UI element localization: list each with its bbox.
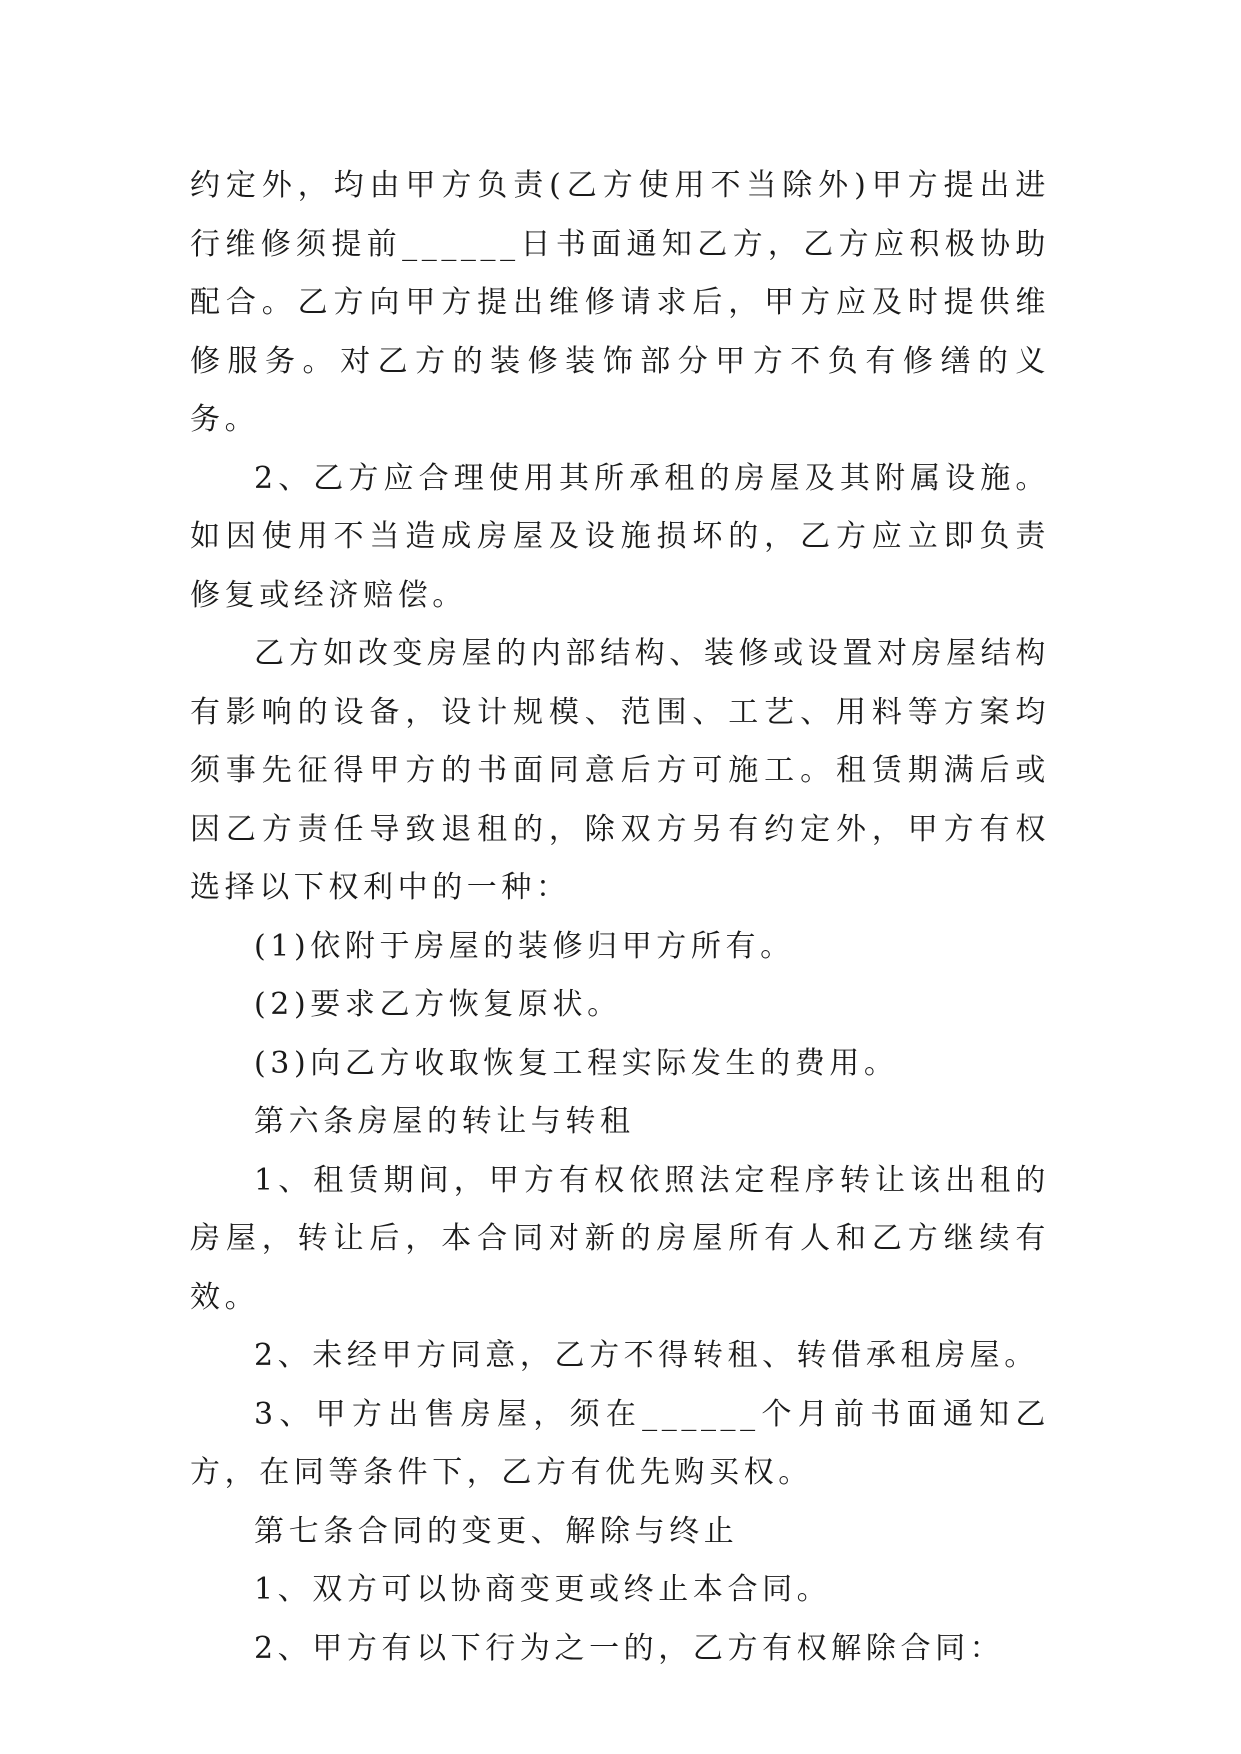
paragraph-proper-use: 2、乙方应合理使用其所承租的房屋及其附属设施。如因使用不当造成房屋及设施损坏的，乙方应立即负责修复或经济赔偿。 (190, 460, 1050, 613)
paragraph-alteration-consent: 乙方如改变房屋的内部结构、装修或设置对房屋结构有影响的设备，设计规模、范围、工艺、用料等方案均须事先征得甲方的书面同意后方可施工。租赁期满后或因乙方责任导致退租的，除双方另有约定外，甲方有权选择以下权利中的一种： (190, 636, 1050, 905)
document-body (190, 157, 1050, 1678)
paragraph-repair-obligation: 约定外，均由甲方负责(乙方使用不当除外)甲方提出进行维修须提前______日书面通知乙方，乙方应积极协助配合。乙方向甲方提出维修请求后，甲方应及时提供维修服务。对乙方的装修装饰部分甲方不负有修缮的义务。 (190, 168, 1050, 437)
paragraph-termination-conditions: 2、甲方有以下行为之一的，乙方有权解除合同： (254, 1630, 1005, 1666)
paragraph-transfer-during-lease: 1、租赁期间，甲方有权依照法定程序转让该出租的房屋，转让后，本合同对新的房屋所有人和乙方继续有效。 (190, 1162, 1050, 1315)
section-heading-article-6: 第六条房屋的转让与转租 (254, 1104, 635, 1139)
paragraph-sale-notice: 3、甲方出售房屋，须在______个月前书面通知乙方，在同等条件下，乙方有优先购买权。 (190, 1396, 1050, 1490)
list-item-option-3: (3)向乙方收取恢复工程实际发生的费用。 (254, 1045, 899, 1081)
list-item-option-2: (2)要求乙方恢复原状。 (254, 987, 622, 1022)
list-item-option-1: (1)依附于房屋的装修归甲方所有。 (254, 928, 795, 964)
section-heading-article-7: 第七条合同的变更、解除与终止 (254, 1513, 739, 1549)
paragraph-no-sublease: 2、未经甲方同意，乙方不得转租、转借承租房屋。 (254, 1338, 1039, 1373)
paragraph-mutual-change: 1、双方可以协商变更或终止本合同。 (254, 1572, 832, 1607)
